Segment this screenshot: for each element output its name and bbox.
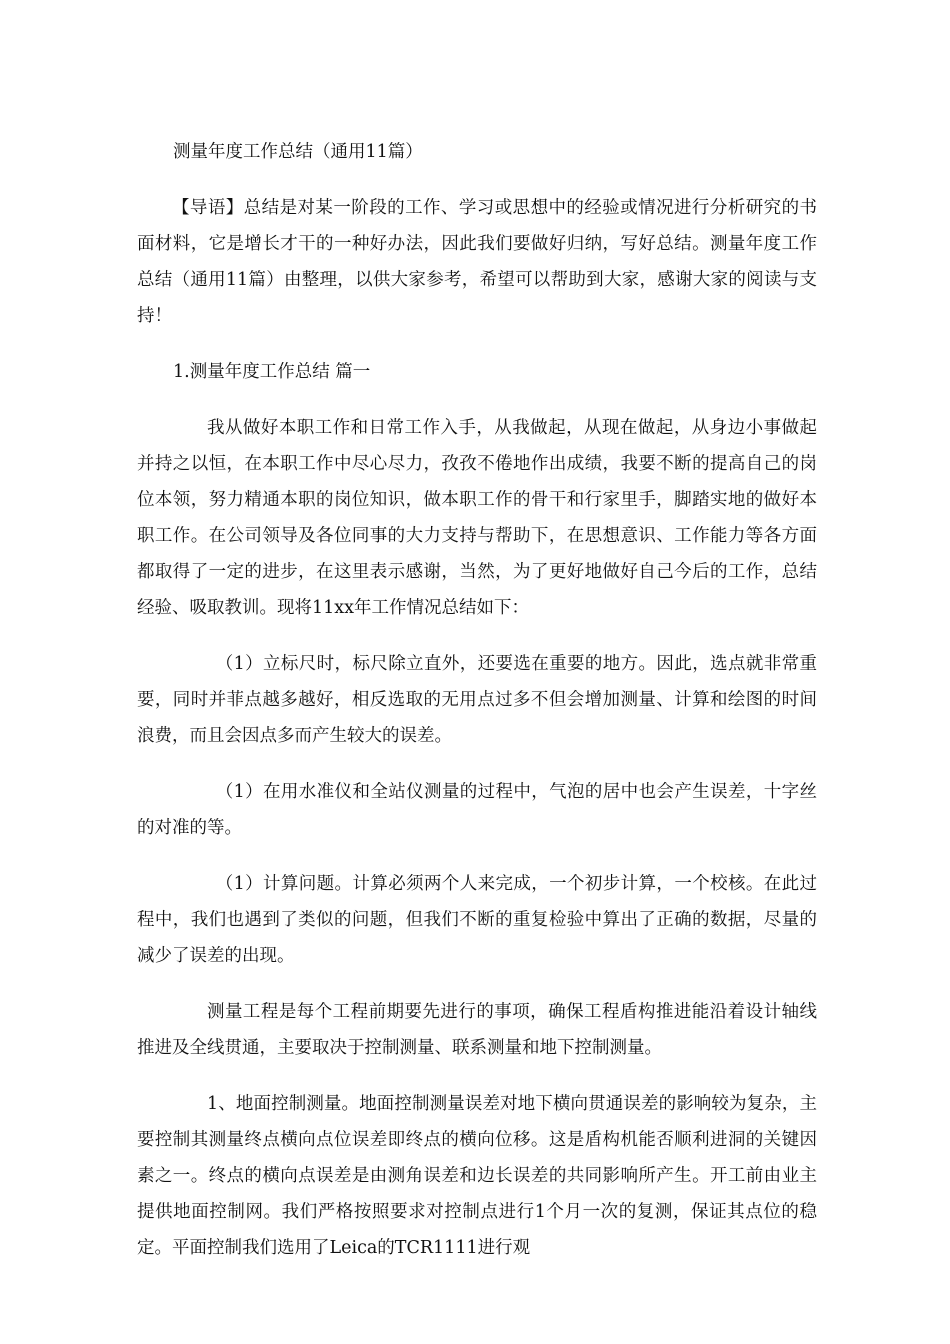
body-paragraph: （1）立标尺时，标尺除立直外，还要选在重要的地方。因此，选点就非常重要，同时并菲点越多越好，相反选取的无用点过多不但会增加测量、计算和绘图的时间浪费，而且会因点多而产生较大的误差。 <box>137 654 817 746</box>
document-title: 测量年度工作总结（通用11篇） <box>173 142 423 162</box>
body-paragraph: （1）在用水准仪和全站仪测量的过程中，气泡的居中也会产生误差，十字丝的对准的等。 <box>137 782 817 838</box>
document-body <box>137 134 817 1286</box>
body-paragraph: 1、地面控制测量。地面控制测量误差对地下横向贯通误差的影响较为复杂，主要控制其测量终点横向点位误差即终点的横向位移。这是盾构机能否顺利进洞的关键因素之一。终点的横向点误差是由测角误差和边长误差的共同影响所产生。开工前由业主提供地面控制网。我们严格按照要求对控制点进行1个月一次的复测，保证其点位的稳定。平面控制我们选用了Leica的TCR1111进行观 <box>137 1094 817 1258</box>
body-paragraph: 我从做好本职工作和日常工作入手，从我做起，从现在做起，从身边小事做起并持之以恒，在本职工作中尽心尽力，孜孜不倦地作出成绩，我要不断的提高自己的岗位本领，努力精通本职的岗位知识，做本职工作的骨干和行家里手，脚踏实地的做好本职工作。在公司领导及各位同事的大力支持与帮助下，在思想意识、工作能力等各方面都取得了一定的进步，在这里表示感谢，当然，为了更好地做好自己今后的工作，总结经验、吸取教训。现将11xx年工作情况总结如下： <box>137 418 817 618</box>
section-heading: 1.测量年度工作总结 篇一 <box>173 362 371 382</box>
intro-paragraph: 【导语】总结是对某一阶段的工作、学习或思想中的经验或情况进行分析研究的书面材料，它是增长才干的一种好办法，因此我们要做好归纳，写好总结。测量年度工作总结（通用11篇）由整理，以供大家参考，希望可以帮助到大家，感谢大家的阅读与支持！ <box>137 198 817 326</box>
body-paragraph: （1）计算问题。计算必须两个人来完成，一个初步计算，一个校核。在此过程中，我们也遇到了类似的问题，但我们不断的重复检验中算出了正确的数据，尽量的减少了误差的出现。 <box>137 874 817 966</box>
body-paragraph: 测量工程是每个工程前期要先进行的事项，确保工程盾构推进能沿着设计轴线推进及全线贯通，主要取决于控制测量、联系测量和地下控制测量。 <box>137 1002 817 1058</box>
